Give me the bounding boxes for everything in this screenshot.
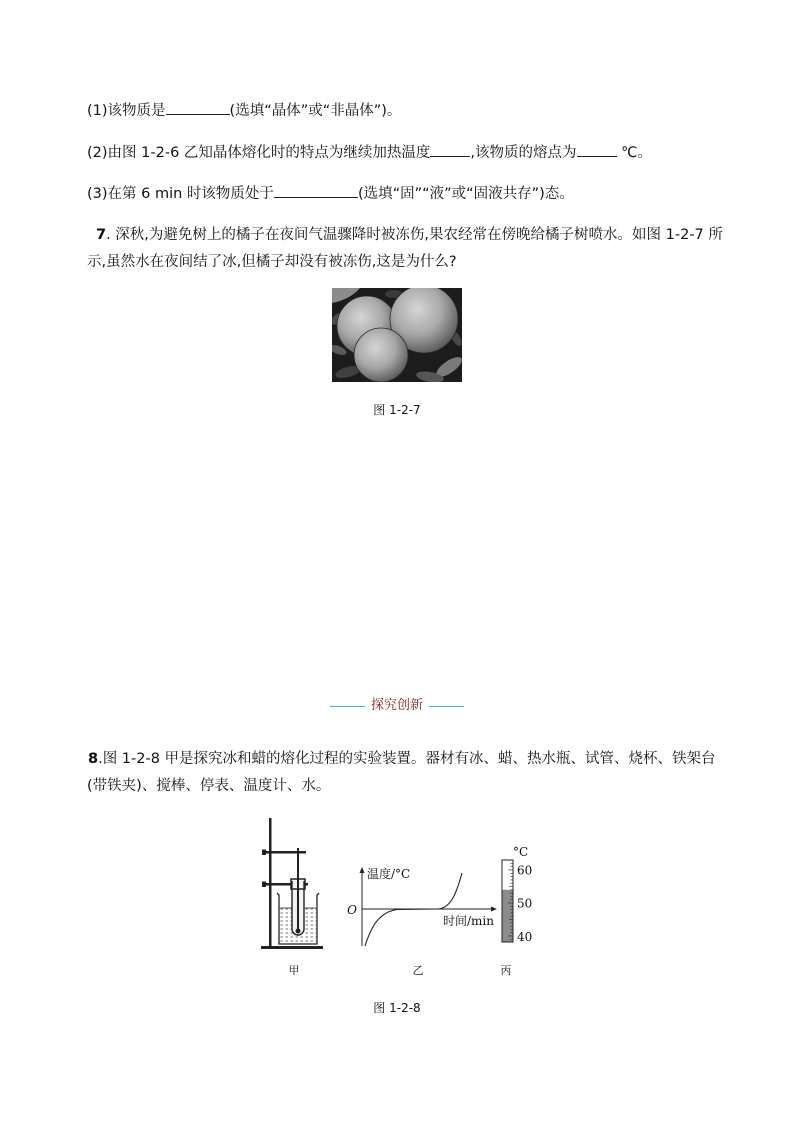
orange-tree-photo (332, 288, 462, 382)
q6-sub3-suffix: (选填“固”“液”或“固液共存”)态。 (357, 186, 574, 202)
figure-caption-1-2-7: 图 1-2-7 (373, 403, 421, 417)
q7-line2: 示,虽然水在夜间结了冰,但橘子却没有被冻伤,这是为什么? (87, 254, 457, 270)
thermometer-liquid-column (503, 890, 513, 942)
heading-rule-left (330, 706, 365, 707)
panel-label-c: 丙 (500, 964, 512, 977)
apparatus-panel (261, 818, 323, 977)
q6-sub2-prefix: (2)由图 1-2-6 乙知晶体熔化时的特点为继续加热温度 (87, 145, 431, 161)
question-number: 8 (88, 751, 99, 767)
section-heading-text: 探究创新 (370, 698, 423, 713)
lower-clamp-knob (262, 882, 266, 888)
q8-line2: (带铁夹)、搅棒、停表、温度计、水。 (87, 778, 331, 794)
q7-line1 (96, 225, 723, 245)
thermometer-panel (501, 845, 533, 977)
answer-blank (166, 100, 230, 115)
q6-sub3 (87, 183, 574, 204)
answer-blank (274, 183, 358, 198)
q6-sub1 (87, 100, 401, 121)
panel-label-b: 乙 (412, 964, 424, 977)
upper-clamp-knob (262, 850, 266, 856)
question-number: 7 (96, 227, 107, 243)
graph-panel (347, 866, 497, 977)
upper-clamp (262, 851, 306, 854)
panel-label-a: 甲 (288, 964, 300, 977)
thermometer-unit: °C (513, 845, 529, 859)
q8-text-line1: .图 1-2-8 甲是探究冰和蜡的熔化过程的实验装置。器材有冰、蜡、热水瓶、试管、烧杯、铁架台 (98, 751, 716, 767)
q8-line1 (88, 749, 716, 769)
q6-sub2-suffix: ℃。 (616, 145, 652, 161)
figure-1-2-8 (255, 815, 545, 980)
x-axis-arrow (491, 907, 497, 912)
stand-base (261, 946, 323, 949)
q6-sub3-prefix: (3)在第 6 min 时该物质处于 (87, 186, 274, 202)
heading-rule-right (429, 706, 464, 707)
q6-sub1-suffix: (选填“晶体”或“非晶体”)。 (229, 103, 402, 119)
thermometer-tick-label: 60 (517, 863, 533, 878)
q6-sub1-prefix: (1)该物质是 (87, 103, 166, 119)
y-axis-arrow (360, 867, 365, 873)
thermometer-tick-label: 40 (517, 930, 533, 944)
q6-sub2 (87, 142, 652, 163)
thermometer-tick-label: 50 (517, 896, 533, 911)
orange-photo-graphic (332, 288, 462, 382)
graph-x-axis-label: 时间/min (443, 914, 494, 928)
graph-y-axis-label: 温度/°C (367, 867, 411, 881)
section-heading (330, 697, 464, 715)
figure-caption-1-2-8: 图 1-2-8 (373, 1001, 421, 1015)
answer-blank (577, 142, 617, 157)
thermometer-bulb (296, 929, 301, 934)
answer-blank (430, 142, 470, 157)
q6-sub2-middle: ,该物质的熔点为 (470, 145, 577, 161)
orange-fruit (354, 328, 408, 382)
iron-stand-rod (269, 818, 272, 947)
graph-origin-label: O (347, 903, 357, 917)
q7-text-line1: . 深秋,为避免树上的橘子在夜间气温骤降时被冻伤,果农经常在傍晚给橘子树喷水。如图 1-2-7 所 (106, 227, 723, 243)
